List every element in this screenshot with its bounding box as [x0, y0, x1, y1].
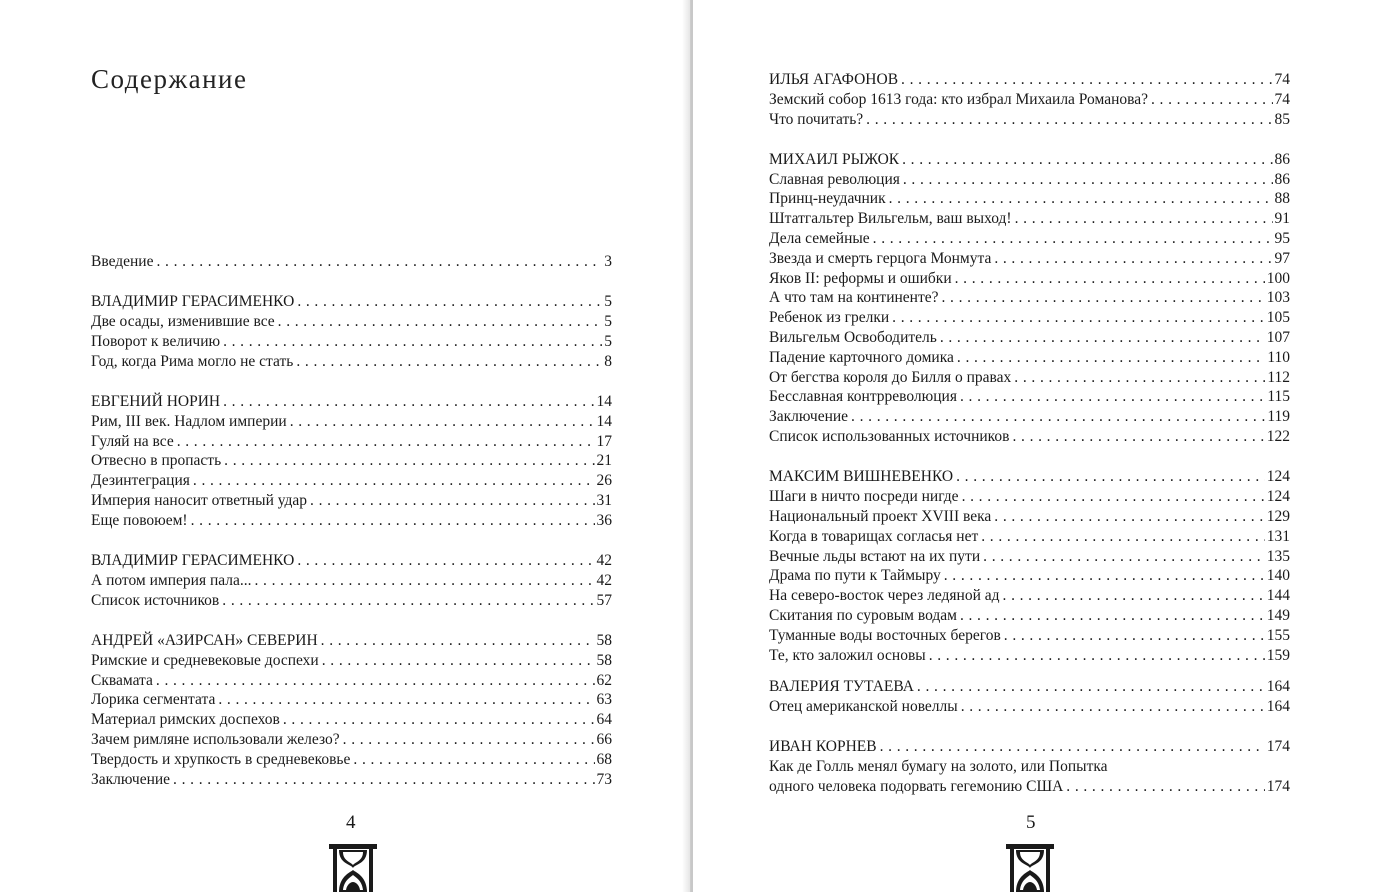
toc-entry-page: 140 [1266, 567, 1290, 585]
toc-entry[interactable] [91, 491, 612, 511]
dot-leader [223, 392, 594, 412]
toc-entry-title: ИВАН КОРНЕВ [769, 738, 877, 756]
dot-leader [177, 432, 595, 452]
toc-entry-page: 26 [596, 472, 612, 490]
toc-entry-title: Сквамата [91, 671, 153, 689]
toc-entry-title: МАКСИМ ВИШНЕВЕНКО [769, 468, 954, 486]
toc-author[interactable] [91, 392, 612, 412]
toc-author[interactable] [91, 292, 612, 312]
toc-entry[interactable] [769, 328, 1290, 348]
toc-entry-page: 124 [1266, 488, 1290, 506]
toc-entry[interactable] [769, 387, 1290, 407]
toc-entry-title: Список использованных источников [769, 428, 1010, 446]
toc-entry-title: Материал римских доспехов [91, 711, 280, 729]
toc-entry[interactable] [91, 332, 612, 352]
toc-entry[interactable] [769, 269, 1290, 289]
toc-entry-title: Звезда и смерть герцога Монмута [769, 249, 992, 267]
dot-leader [310, 491, 594, 511]
toc-entry-page: 5 [604, 332, 612, 350]
toc-entry-title: Заключение [91, 770, 171, 788]
toc-entry-title: АНДРЕЙ «АЗИРСАН» СЕВЕРИН [91, 631, 318, 649]
toc-entry-title: А что там на континенте? [769, 289, 939, 307]
toc-entry-page: 85 [1274, 110, 1290, 128]
toc-entry[interactable] [91, 671, 612, 691]
toc-author[interactable] [769, 737, 1290, 757]
dot-leader [296, 352, 602, 372]
toc-entry-title: Список источников [91, 591, 220, 609]
dot-leader [901, 70, 1272, 90]
toc-entry-title: Яков II: реформы и ошибки [769, 269, 952, 287]
toc-entry-title: Туманные воды восточных берегов [769, 626, 1001, 644]
dot-leader [903, 170, 1273, 190]
toc-entry[interactable] [91, 730, 612, 750]
dot-leader [297, 292, 602, 312]
toc-entry[interactable] [769, 777, 1290, 797]
toc-entry[interactable] [91, 690, 612, 710]
toc-entry-title: Скитания по суровым водам [769, 606, 957, 624]
toc-entry-page: 174 [1266, 778, 1290, 795]
toc-entry-page: 86 [1274, 150, 1290, 168]
dot-leader [1014, 368, 1265, 388]
dot-leader [222, 591, 594, 611]
dot-leader [983, 547, 1265, 567]
toc-entry-title: Введение [91, 253, 154, 270]
toc-entry[interactable] [91, 471, 612, 491]
dot-leader [960, 387, 1265, 407]
toc-entry-title: Отец американской новеллы [769, 698, 958, 716]
toc-entry[interactable] [91, 312, 612, 332]
toc-entry-page: 105 [1266, 309, 1290, 327]
section-gap [91, 531, 612, 552]
toc-entry[interactable] [769, 527, 1290, 547]
toc-entry[interactable] [91, 352, 612, 372]
toc-entry-page: 100 [1266, 269, 1290, 287]
toc-entry-title: Вильгельм Освободитель [769, 329, 937, 347]
toc-entry[interactable] [769, 507, 1290, 527]
toc-entry-title: ВАЛЕРИЯ ТУТАЕВА [769, 678, 914, 696]
toc-entry-page: 86 [1274, 170, 1290, 188]
toc-author[interactable] [769, 70, 1290, 90]
hourglass-icon [1004, 842, 1056, 892]
dot-leader [321, 631, 595, 651]
dot-leader [851, 407, 1265, 427]
toc-entry[interactable] [769, 308, 1290, 328]
toc-entry-page: 112 [1267, 368, 1290, 386]
dot-leader [866, 110, 1272, 130]
toc-entry-title: Дела семейные [769, 230, 870, 248]
dot-leader [1015, 209, 1273, 229]
toc-entry-title: А потом империя пала... [91, 571, 252, 589]
dot-leader [956, 467, 1265, 487]
toc-entry-title: Отвесно в пропасть [91, 452, 222, 470]
toc-entry[interactable] [769, 348, 1290, 368]
toc-entry-page: 8 [604, 352, 612, 370]
toc-entry[interactable] [769, 249, 1290, 269]
toc-entry-title-line[interactable]: Как де Голль менял бумагу на золото, или Попытка [769, 758, 1108, 776]
toc-entry-page: 131 [1266, 527, 1290, 545]
toc-entry-title: Гуляй на все [91, 432, 174, 450]
toc-entry[interactable] [91, 591, 612, 611]
section-gap [769, 665, 1290, 677]
toc-entry[interactable] [769, 189, 1290, 209]
toc-entry-page: 115 [1267, 388, 1290, 406]
toc-entry[interactable] [769, 606, 1290, 626]
toc-entry-page: 88 [1274, 190, 1290, 208]
toc-entry-page: 57 [596, 591, 612, 609]
toc-entry[interactable] [769, 110, 1290, 130]
toc-entry-page: 58 [596, 651, 612, 669]
toc-entry-title: От бегства короля до Билля о правах [769, 368, 1012, 386]
toc-entry[interactable] [769, 427, 1290, 447]
dot-leader [1003, 586, 1265, 606]
toc-entry-title: ЕВГЕНИЙ НОРИН [91, 392, 221, 410]
toc-entry-title: Ребенок из грелки [769, 309, 890, 327]
toc-author[interactable] [769, 150, 1290, 170]
hourglass-icon [327, 842, 379, 892]
toc-entry-title: Что почитать? [769, 110, 864, 128]
section-gap [91, 610, 612, 631]
dot-leader [917, 677, 1265, 697]
toc-entry-page: 14 [596, 392, 612, 410]
toc-entry-title: Год, когда Рима могло не стать [91, 352, 294, 370]
toc-entry-page: 36 [596, 511, 612, 529]
toc-entry-page: 107 [1266, 329, 1290, 347]
toc-entry-page: 110 [1267, 348, 1290, 366]
toc-entry-page: 164 [1266, 698, 1290, 716]
toc-entry-page: 149 [1266, 606, 1290, 624]
dot-leader [902, 150, 1272, 170]
toc-entry-page: 129 [1266, 507, 1290, 525]
dot-leader [955, 269, 1265, 289]
toc-entry-page: 97 [1274, 249, 1290, 267]
toc-entry[interactable] [91, 412, 612, 432]
dot-leader [1066, 777, 1264, 797]
dot-leader [962, 487, 1265, 507]
dot-leader [193, 471, 595, 491]
section-gap [769, 129, 1290, 150]
toc-entry[interactable] [769, 646, 1290, 666]
toc-entry-page: 164 [1266, 678, 1290, 696]
toc-entry[interactable] [769, 229, 1290, 249]
toc-list-left [91, 252, 612, 789]
toc-entry-title: Зачем римляне использовали железо? [91, 730, 340, 748]
dot-leader [957, 348, 1265, 368]
toc-entry-page: 73 [596, 770, 612, 788]
toc-entry-title: Дезинтеграция [91, 472, 190, 490]
dot-leader [156, 671, 595, 691]
dot-leader [1151, 90, 1273, 110]
toc-entry-page: 66 [596, 730, 612, 748]
toc-entry[interactable] [91, 511, 612, 531]
dot-leader [944, 566, 1265, 586]
dot-leader [255, 571, 595, 591]
toc-entry-page: 62 [596, 671, 612, 689]
dot-leader [156, 252, 602, 272]
toc-entry[interactable] [769, 90, 1290, 110]
dot-leader [218, 690, 594, 710]
toc-entry-page: 155 [1266, 626, 1290, 644]
toc-author[interactable] [769, 467, 1290, 487]
dot-leader [1004, 626, 1265, 646]
toc-entry-page: 74 [1274, 71, 1290, 88]
toc-entry[interactable] [769, 170, 1290, 190]
section-gap [91, 371, 612, 392]
toc-author[interactable] [91, 551, 612, 571]
toc-entry-title: одного человека подорвать гегемонию США [769, 778, 1064, 795]
toc-entry-page: 124 [1266, 468, 1290, 486]
dot-leader [889, 189, 1273, 209]
toc-entry[interactable] [91, 571, 612, 591]
toc-entry[interactable] [91, 710, 612, 730]
toc-entry-page: 21 [596, 452, 612, 470]
left-page [0, 0, 690, 892]
dot-leader [290, 412, 595, 432]
toc-entry[interactable] [91, 651, 612, 671]
toc-entry-title: На северо-восток через ледяной ад [769, 587, 1000, 605]
toc-entry[interactable] [769, 288, 1290, 308]
toc-entry-title: МИХАИЛ РЫЖОК [769, 150, 900, 168]
toc-entry-title: Рим, III век. Надлом империи [91, 412, 287, 430]
toc-list-right [769, 70, 1290, 797]
dot-leader [353, 750, 594, 770]
page-title: Содержание [91, 64, 248, 94]
section-gap [769, 717, 1290, 738]
dot-leader [960, 606, 1265, 626]
dot-leader [873, 229, 1273, 249]
toc-entry-title: Бесславная контрреволюция [769, 388, 957, 406]
toc-entry-page: 74 [1274, 90, 1290, 108]
toc-entry[interactable] [769, 407, 1290, 427]
page-number: 5 [1026, 812, 1036, 833]
dot-leader [981, 527, 1265, 547]
toc-entry-title: Империя наносит ответный удар [91, 491, 308, 509]
section-gap [91, 272, 612, 293]
toc-entry-page: 17 [596, 432, 612, 450]
toc-entry-page: 64 [596, 711, 612, 729]
toc-entry-page: 174 [1266, 738, 1290, 756]
toc-entry-title: Шаги в ничто посреди нигде [769, 488, 959, 506]
toc-entry-page: 122 [1266, 428, 1290, 446]
toc-entry[interactable] [91, 252, 612, 272]
dot-leader [297, 551, 594, 571]
toc-entry[interactable] [769, 209, 1290, 229]
toc-entry[interactable] [91, 432, 612, 452]
dot-leader [994, 507, 1264, 527]
toc-entry-title: Лорика сегментата [91, 691, 216, 709]
dot-leader [961, 697, 1265, 717]
dot-leader [942, 288, 1265, 308]
toc-entry-page: 95 [1274, 230, 1290, 248]
toc-entry-page: 5 [604, 313, 612, 331]
toc-entry-title: Национальный проект XVIII века [769, 507, 992, 525]
dot-leader [1012, 427, 1264, 447]
dot-leader [892, 308, 1265, 328]
toc-entry[interactable] [91, 770, 612, 790]
toc-entry[interactable] [91, 750, 612, 770]
toc-entry-title: Когда в товарищах согласья нет [769, 527, 979, 545]
toc-entry-page: 159 [1266, 646, 1290, 664]
dot-leader [224, 451, 594, 471]
toc-entry-title: Римские и средневековые доспехи [91, 651, 319, 669]
toc-entry[interactable] [769, 368, 1290, 388]
section-gap [769, 447, 1290, 468]
toc-entry-title: Драма по пути к Таймыру [769, 567, 941, 585]
toc-entry-page: 5 [604, 293, 612, 311]
dot-leader [929, 646, 1265, 666]
toc-author[interactable] [769, 677, 1290, 697]
toc-entry-page: 68 [596, 750, 612, 768]
toc-entry-title: ВЛАДИМИР ГЕРАСИМЕНКО [91, 293, 295, 311]
toc-entry-page: 144 [1266, 587, 1290, 605]
toc-entry[interactable] [769, 487, 1290, 507]
right-page [693, 0, 1384, 892]
toc-entry[interactable] [769, 586, 1290, 606]
dot-leader [322, 651, 595, 671]
toc-entry-page: 42 [596, 571, 612, 589]
toc-entry-page: 135 [1266, 547, 1290, 565]
toc-entry-title: Штатгальтер Вильгельм, ваш выход! [769, 210, 1012, 228]
toc-entry-title: Твердость и хрупкость в средневековье [91, 750, 351, 768]
toc-entry-title: Те, кто заложил основы [769, 646, 926, 664]
dot-leader [940, 328, 1265, 348]
toc-entry-title: Земский собор 1613 года: кто избрал Михаила Романова? [769, 90, 1148, 108]
page-number: 4 [346, 812, 356, 833]
toc-entry-title: Заключение [769, 408, 849, 426]
dot-leader [191, 511, 595, 531]
toc-entry-title: Падение карточного домика [769, 348, 954, 366]
toc-entry-page: 42 [596, 552, 612, 570]
dot-leader [880, 737, 1265, 757]
toc-entry[interactable] [769, 566, 1290, 586]
toc-entry-title: Вечные льды встают на их пути [769, 547, 981, 565]
toc-entry-page: 31 [596, 491, 612, 509]
toc-entry[interactable] [769, 626, 1290, 646]
toc-entry[interactable] [769, 547, 1290, 567]
toc-entry-title: Две осады, изменившие все [91, 313, 275, 331]
toc-entry-page: 119 [1267, 408, 1290, 426]
toc-entry-title: ВЛАДИМИР ГЕРАСИМЕНКО [91, 552, 295, 570]
toc-entry-page: 14 [596, 412, 612, 430]
dot-leader [278, 312, 603, 332]
toc-entry-page: 103 [1266, 289, 1290, 307]
toc-entry[interactable] [769, 697, 1290, 717]
toc-entry-title: Поворот к величию [91, 332, 221, 350]
dot-leader [343, 730, 595, 750]
toc-entry-title: ИЛЬЯ АГАФОНОВ [769, 71, 899, 88]
toc-entry-page: 91 [1274, 210, 1290, 228]
toc-entry-page: 63 [596, 691, 612, 709]
dot-leader [994, 249, 1272, 269]
toc-entry-title: Принц-неудачник [769, 190, 886, 208]
toc-entry-title: Славная революция [769, 170, 900, 188]
toc-entry[interactable] [91, 451, 612, 471]
toc-author[interactable] [91, 631, 612, 651]
toc-entry-title: Еще повоюем! [91, 511, 188, 529]
toc-entry-page: 3 [604, 253, 612, 270]
dot-leader [173, 770, 594, 790]
dot-leader [223, 332, 602, 352]
dot-leader [283, 710, 595, 730]
toc-entry-page: 58 [596, 631, 612, 649]
